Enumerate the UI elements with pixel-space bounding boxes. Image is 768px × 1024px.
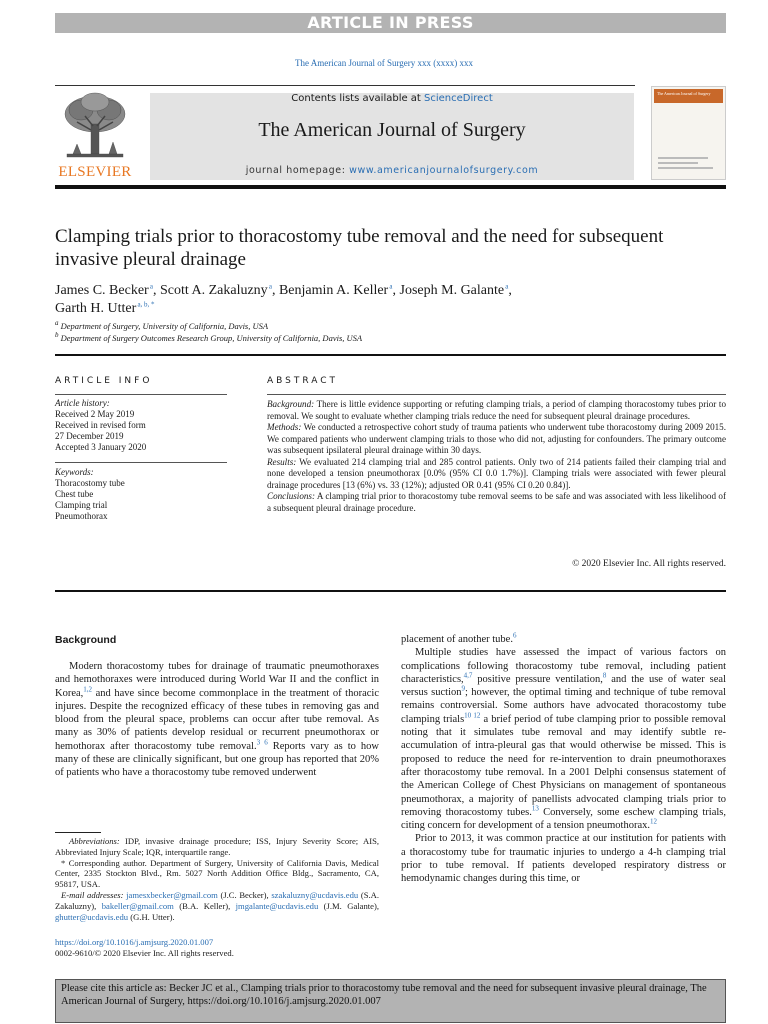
body-text: positive pressure ventilation, [472,673,603,685]
article-title: Clamping trials prior to thoracostomy tube removal and the need for subsequent invasive pleural drainage [55,226,664,270]
footnote-label: E-mail addresses: [61,889,124,900]
footnotes [55,836,379,922]
body-paragraph [401,646,726,832]
header-rule [55,85,635,86]
abstract-results [267,457,726,492]
abstract-text: We conducted a retrospective cohort study of trauma patients who underwent tube thoracostomy during 2009 2015. We compared patients who underwent clamping trials to those who did not, adjusting for confounders. The primary outcome was subsequent ipsilateral pleural drainage within 30 days. [267,422,726,455]
author-separator: , [152,283,160,298]
author-affil-link[interactable]: a [268,282,272,291]
section-rule [55,354,726,356]
body-text: Reports vary as to how many of these are clinically significant, but one group has reported that 20% of patients who have a thoracostomy tube removed underwent [55,740,379,779]
abstract-copyright: © 2020 Elsevier Inc. All rights reserved. [572,559,726,569]
article-info-rule [55,462,227,463]
keyword: Chest tube [55,489,94,499]
body-column-left [55,660,379,780]
affiliation-b [55,333,362,343]
footnote-label: Abbreviations: [69,836,120,846]
abstract-conclusions [267,491,726,514]
history-item: 27 December 2019 [55,431,124,441]
contents-prefix: Contents lists available at [291,93,425,104]
article-history [55,398,227,453]
abstract-body [267,399,726,514]
author-separator: , [271,283,279,298]
abstract-background [267,399,726,422]
body-paragraph [401,633,726,646]
body-text: and the use of water seal versus suction [401,673,726,699]
author-affil-link[interactable]: a [505,282,509,291]
author-name: Joseph M. Galante [399,283,505,298]
abstract-label: Results: [267,456,297,467]
author-name: Garth H. Utter [55,301,137,316]
email-owner: (G.H. Utter). [128,911,175,922]
email-footnote [55,890,379,922]
issn-copyright: 0002-9610/© 2020 Elsevier Inc. All rights reserved. [55,948,234,958]
abstract-heading: ABSTRACT [267,376,339,386]
affiliation-a [55,321,268,331]
journal-homepage-line [150,165,634,176]
journal-citation-link[interactable]: The American Journal of Surgery xxx (xxxx) xxx [294,58,474,68]
author-affil-link[interactable]: a, b, * [137,300,155,309]
contents-available-line [150,93,634,104]
history-item: Received in revised form [55,420,146,430]
reference-link[interactable]: 13 [531,804,539,813]
footnote-text: IDP, invasive drainage procedure; ISS, Injury Severity Score; AIS, Abbreviated Injury Scale; IQR, interquartile range. [55,836,379,857]
body-text: and have since become commonplace in the treatment of thoracic injures. Despite the recognized efficacy of these tubes in removing gas and blood from the pleural space, problems can occur after tube removal. As many as 30% of patients develop residual or recurrent pneumothorax or hemothorax after thoracostomy tube removal. [55,687,379,752]
reference-link[interactable]: 9 [461,684,466,693]
homepage-link[interactable]: www.americanjournalofsurgery.com [349,165,539,176]
author-name: Scott A. Zakaluzny [159,283,268,298]
article-info-heading: ARTICLE INFO [55,376,153,386]
reference-link[interactable]: 6 [512,631,517,640]
corresponding-author-footnote: * Corresponding author. Department of Surgery, University of California Davis, Medical Center, 2335 Stockton Blvd., Rm. 5027 North Addition Office Bldg., Sacramento, CA, 95817, USA. [55,857,379,890]
reference-link[interactable]: 3 6 [256,738,268,747]
article-in-press-banner: ARTICLE IN PRESS [55,13,726,33]
body-text: placement of another tube. [401,634,513,645]
history-label: Article history: [55,398,110,408]
abstract-methods [267,422,726,457]
email-link[interactable]: jamesxbecker@gmail.com [126,889,218,900]
abstract-text: We evaluated 214 clamping trial and 285 control patients. Only two of 214 patients failed their clamping trial and none developed a tension pneumothorax [0.0% (95% CI 0.0 1.7%)]. Clamping trials were associated with fewer pleural drainage procedures [13 (6%) vs. 33 (12%); adjusted OR 0.41 (95% CI 0.20 0.84)]. [267,456,726,490]
reference-link[interactable]: 1,2 [83,685,93,694]
author-affil-link[interactable]: a [389,282,393,291]
author-list [55,282,695,318]
history-item: Accepted 3 January 2020 [55,442,147,452]
author-separator: , [392,283,400,298]
keyword: Thoracostomy tube [55,478,125,488]
email-owner: (J.C. Becker), [217,889,272,900]
journal-title: The American Journal of Surgery [258,119,526,141]
reference-link[interactable]: 8 [602,671,607,680]
affiliation-text: Department of Surgery, University of California, Davis, USA [60,321,269,331]
affiliation-marker: a [55,319,59,328]
email-owner: (J.M. Galante), [318,900,379,911]
body-text: ; however, the optimal timing and technique of tube removal remains controversial. Some authors have advocated thoracostomy tube clamping trials [401,687,726,725]
email-link[interactable]: szakaluzny@ucdavis.edu [271,889,359,900]
reference-link[interactable]: 10 12 [464,711,481,720]
keywords-label: Keywords: [55,467,94,477]
author-affil-link[interactable]: a [149,282,153,291]
header-thick-rule [55,185,726,189]
body-paragraph: Prior to 2013, it was common practice at our institution for patients with a thoracostomy tube for traumatic injuries to undergo a 4-h clamping trial prior to tube removal. If patients developed respiratory distress or hemodynamic changes during this time, or [401,833,726,885]
author-name: Benjamin A. Keller [278,283,389,298]
email-link[interactable]: bakeller@gmail.com [101,900,174,911]
article-info-rule [55,394,227,395]
doi-link[interactable]: https://doi.org/10.1016/j.amjsurg.2020.01.007 [55,937,214,947]
background-heading: Background [55,634,117,646]
email-link[interactable]: ghutter@ucdavis.edu [55,911,129,922]
author-separator: , [508,283,512,298]
homepage-label: journal homepage: [245,165,350,176]
reference-link[interactable]: 4,7 [463,671,473,680]
abbreviations-footnote [55,836,379,858]
abstract-label: Methods: [267,422,302,432]
keywords [55,467,227,522]
body-text: Modern thoracostomy tubes for drainage of traumatic pneumothoraxes and hemothoraxes were introduced during World War II and the conflict in Korea, [55,661,379,699]
keyword: Clamping trial [55,500,108,510]
elsevier-wordmark: ELSEVIER [58,164,132,180]
email-owner: (S.A. Zakaluzny), [55,889,380,911]
footnote-rule [55,832,101,833]
reference-link[interactable]: 12 [650,817,658,826]
email-link[interactable]: jmgalante@ucdavis.edu [235,900,319,911]
body-text: Conversely, some eschew clamping trials, citing concern for development of a tension pneumothorax. [401,806,726,832]
body-text: a brief period of tube clamping prior to possible removal noting that it simulates tube removal and may identify subtle re-accumulation of intra-pleural gas that would otherwise be missed. This is proposed to reduce the need for re-intervention to drain pneumothoraxes after thoracostomy tube removal. In a 2001 Delphi consensus statement of the American College of Chest Physicians on management of spontaneous pneumothorax, a majority of panellists advocated clamping trials prior to removing thoracostomy tubes. [401,713,726,818]
citation-box: Please cite this article as: Becker JC et al., Clamping trials prior to thoracostomy tube removal and the need for subsequent invasive pleural drainage, The American Journal of Surgery, https://doi.org/10.1016/j.amjsurg.2020.01.007 [55,979,726,1023]
section-rule [55,590,726,592]
keyword: Pneumothorax [55,511,108,521]
author-name: James C. Becker [55,283,149,298]
email-owner: (B.A. Keller), [173,900,236,911]
abstract-label: Conclusions: [267,491,315,501]
abstract-label: Background: [267,399,315,409]
sciencedirect-link[interactable]: ScienceDirect [424,93,493,104]
abstract-rule [267,394,726,395]
affiliation-text: Department of Surgery Outcomes Research Group, University of California, Davis, USA [60,333,363,343]
journal-cover-thumbnail[interactable] [651,86,726,180]
body-column-right [401,633,726,886]
cover-title: The American Journal of Surgery [657,91,711,96]
abstract-text: There is little evidence supporting or refuting clamping trials, a period of clamping thoracostomy tubes prior to removal. We sought to evaluate whether clamping trials reduce the need for subsequent pleural drainage procedures. [267,399,726,421]
history-item: Received 2 May 2019 [55,409,135,419]
abstract-text: A clamping trial prior to thoracostomy tube removal seems to be safe and was associated with less likelihood of a subsequent pleural drainage procedure. [267,491,726,513]
body-text: Multiple studies have assessed the impact of various factors on complications following thoracostomy tube removal, including patient characteristics, [401,647,726,685]
affiliation-marker: b [55,331,59,340]
